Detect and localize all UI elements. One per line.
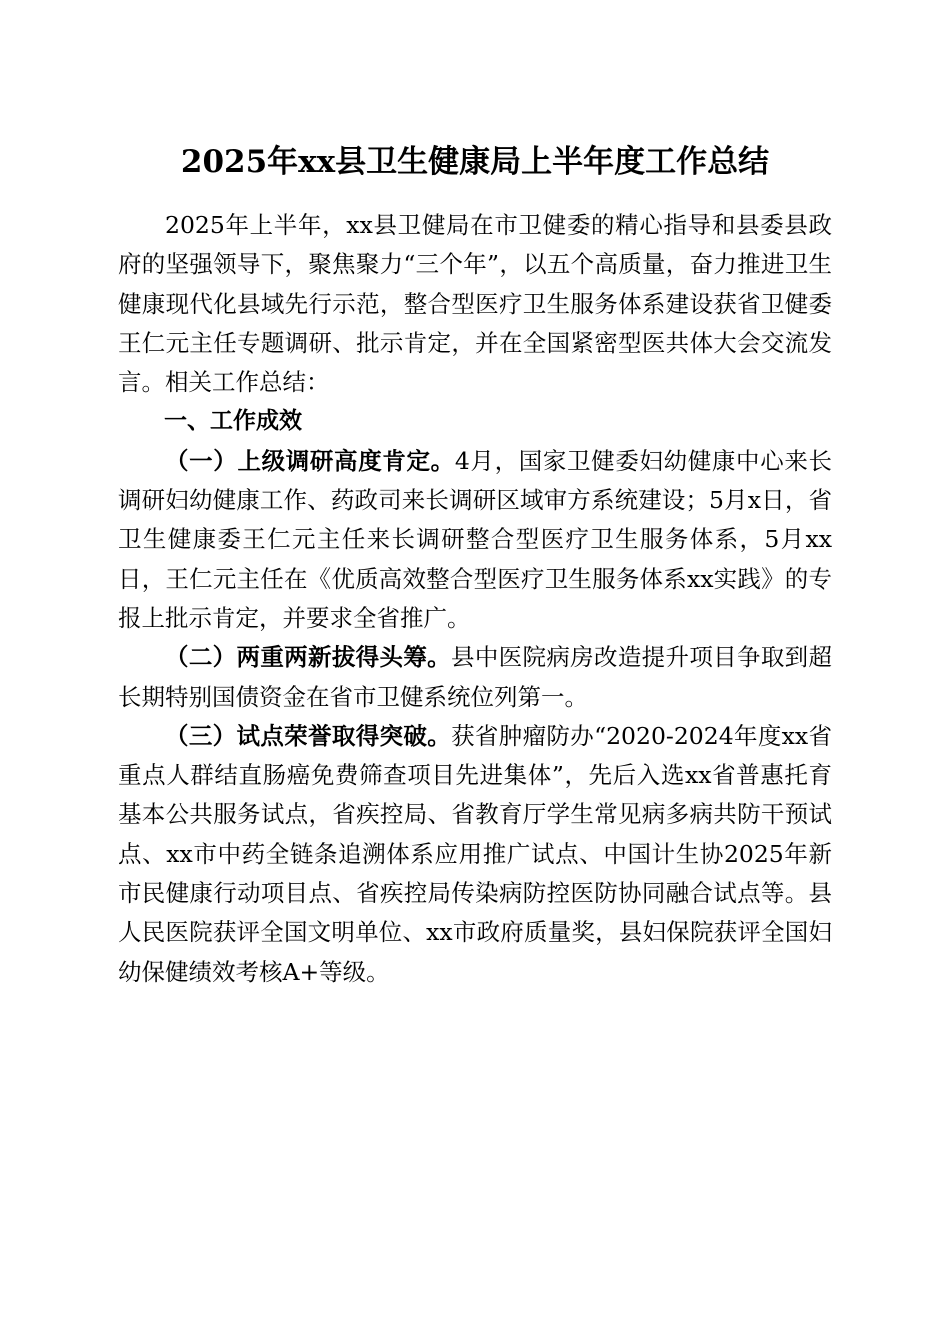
achievement-text-3: 获省肿瘤防办“2020-2024年度xx省重点人群结直肠癌免费筛查项目先进集体”，先后入选xx省普惠托育基本公共服务试点，省疾控局、省教育厅学生常见病多病共防干预试点、xx市中药全链条追溯体系应用推广试点、中国计生协2025年新市民健康行动项目点、省疾控局传染病防控医防协同融合试点等。县人民医院获评全国文明单位、xx市政府质量奖，县妇保院获评全国妇幼保健绩效考核A+等级。 — [118, 721, 833, 986]
achievement-text-2: 县中医院病房改造提升项目争取到超长期特别国债资金在省市卫健系统位列第一。 — [118, 643, 832, 711]
achievement-lead-1: （一）上级调研高度肯定。 — [165, 446, 455, 475]
achievement-paragraph-2 — [118, 638, 832, 717]
document-page — [118, 0, 832, 1344]
intro-paragraph: 2025年上半年，xx县卫健局在市卫健委的精心指导和县委县政府的坚强领导下，聚焦聚力“三个年”，以五个高质量，奋力推进卫生健康现代化县域先行示范，整合型医疗卫生服务体系建设获省卫健委王仁元主任专题调研、批示肯定，并在全国紧密型医共体大会交流发言。相关工作总结： — [118, 211, 832, 397]
achievement-lead-3: （三）试点荣誉取得突破。 — [165, 721, 452, 750]
achievement-lead-2: （二）两重两新拔得头筹。 — [165, 643, 451, 672]
section-heading-achievements: 一、工作成效 — [164, 408, 302, 435]
achievement-paragraph-1 — [118, 442, 832, 638]
achievement-paragraph-3 — [118, 717, 832, 992]
document-body — [118, 206, 832, 992]
achievement-text-1: 4月，国家卫健委妇幼健康中心来长调研妇幼健康工作、药政司来长调研区域审方系统建设；5月x日，省卫生健康委王仁元主任来长调研整合型医疗卫生服务体系，5月xx日，王仁元主任在《优质高效整合型医疗卫生服务体系xx实践》的专报上批示肯定，并要求全省推广。 — [118, 446, 833, 632]
document-title: 2025年xx县卫生健康局上半年度工作总结 — [180, 144, 770, 180]
